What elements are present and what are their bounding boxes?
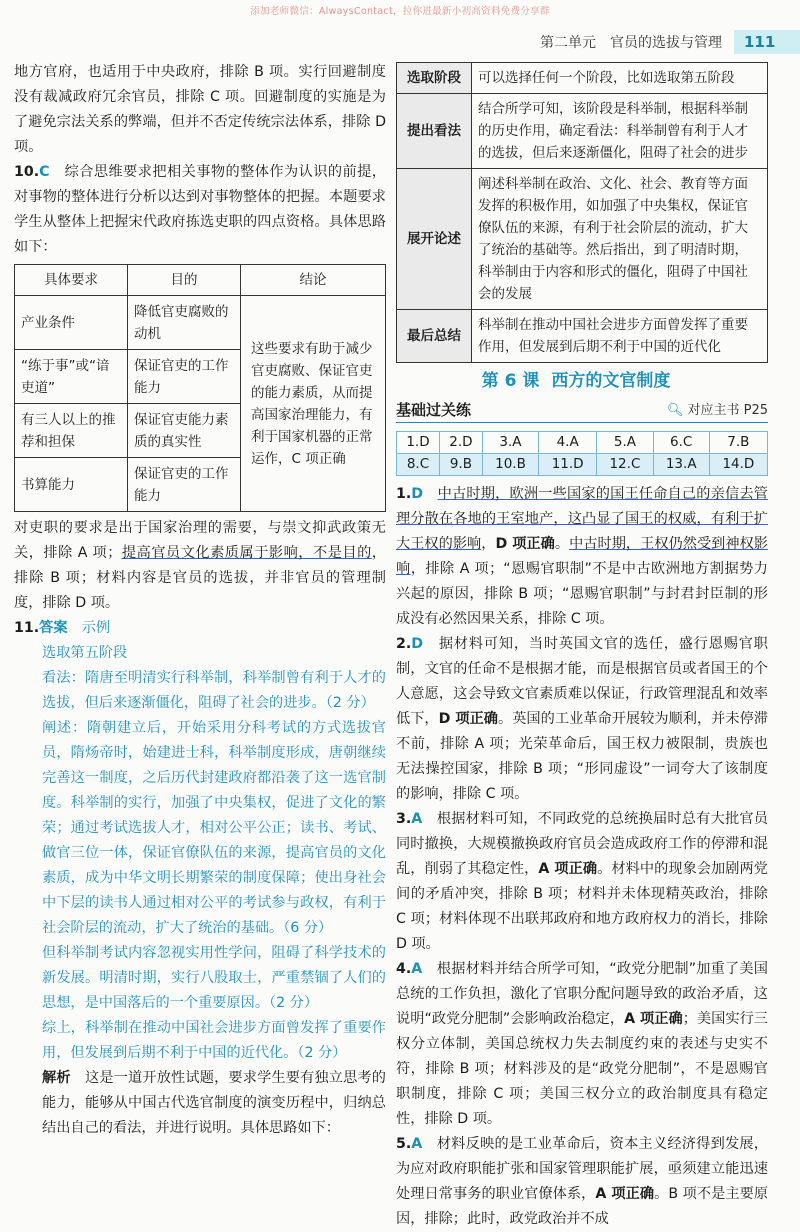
section-header (396, 398, 768, 423)
paragraph (14, 516, 386, 616)
answer-letter: D (411, 636, 424, 652)
grid-cell: 3.A (482, 432, 538, 454)
answer-label: 答案 (39, 620, 68, 636)
answer-5 (396, 1132, 768, 1232)
table-cell: 这些要求有助于减少官吏腐败、保证官吏的能力素质，从而提高国家治理能力，有利于国家机器的正常运作，C 项正确 (241, 296, 386, 512)
answer-summary: 综上，科举制在推动中国社会进步方面曾发挥了重要作用，但发展到后期不利于中国的近代化。（2 分） (42, 1020, 386, 1061)
left-column (14, 60, 386, 1141)
text-run: ；美国实行三权分立体制，美国总统权力失去制度约束的表述与史实不符，排除 B 项；材料涉及的是“政党分肥制”，不是恩赐官职制度，排除 C 项；美国三权分立的政治制度具有稳定性，排除 D 项。 (396, 1011, 768, 1127)
question-number: 11. (14, 620, 40, 636)
table-cell: 降低官吏腐败的动机 (128, 296, 241, 350)
bold-text: A 项正确 (538, 861, 598, 877)
table-key: 选取阶段 (397, 63, 472, 94)
text-run: ，排除 A 项；“恩赐官职制”不是中古欧洲地方割据势力兴起的原因，排除 B 项；“恩赐官职制”与封君封臣制的形成没有必然因果关系，排除 C 项。 (396, 561, 768, 627)
table-cell: 科举制在推动中国社会进步方面曾发挥了重要作用，但发展到后期不利于中国的近代化 (472, 310, 768, 363)
answer-number: 4. (396, 961, 412, 977)
table-cell: 阐述科举制在政治、文化、社会、教育等方面发挥的积极作用，如加强了中央集权，保证官僚队伍的来源，有利于社会阶层的流动，扩大了统治的基础等。然后指出，到了明清时期，科举制由于内容和形式的僵化，阻碍了中国社会的发展 (472, 169, 768, 310)
text-run: 根据材料可知，不同政党的总统换届时总有大批官员同时撤换，大规模撤换政府官员会造成政府工作的停滞和混乱，削弱了其稳定性， (396, 811, 768, 877)
grid-cell: 9.B (439, 454, 482, 476)
grid-cell: 5.A (597, 432, 653, 454)
grid-cell: 13.A (653, 454, 709, 476)
table-key: 最后总结 (397, 310, 472, 363)
reference (667, 398, 768, 423)
table-key: 展开论述 (397, 169, 472, 310)
text-run: 据材料可知，当时英国文官的选任，盛行恩赐官职制，文官的任命不是根据才能，而是根据官员或者国王的个人意愿，这会导致文官素质难以保证，行政管理混乱和效率低下， (396, 636, 768, 727)
answer-elaboration: 阐述：隋朝建立后，开始采用分科考试的方式选拔官员，隋炀帝时，始建进士科，科举制度形成，唐朝继续完善这一制度，之后历代封建政府都沿袭了这一选官制度。科举制的实行，加强了中央集权，促进了文化的繁荣；通过考试选拔人才，相对公平公正；读书、考试、做官三位一体，保证官僚队伍的来源，提高官员的文化素质，成为中华文明长期繁荣的制度保障；使出身社会中下层的读书人通过相对公平的考试参与政权，有利于社会阶层的流动，扩大了统治的基础。（6 分） (42, 720, 386, 936)
table-cell: “练于事”或“谙吏道” (15, 350, 128, 404)
answer-letter: A (411, 1136, 423, 1152)
answer-letter: D (411, 486, 424, 502)
table-header: 具体要求 (15, 265, 128, 296)
approach-table (396, 62, 768, 363)
answer-number: 3. (396, 811, 412, 827)
grid-cell: 10.B (482, 454, 538, 476)
table-cell: 结合所学可知，该阶段是科举制，根据科举制的历史作用，确定看法：科举制曾有利于人才的选拔，但后来逐渐僵化，阻碍了社会的进步 (472, 94, 768, 169)
text-run: 对吏职的要求是出于国家治理的需要，与崇文抑武政策无关，排除 A 项； (14, 520, 386, 561)
lesson-name: 西方的文官制度 (551, 371, 671, 391)
unit-title: 第二单元 官员的选拔与管理 (540, 35, 722, 51)
text-run: 。B 项不是主要原因，排除；此时，政党政治并不成 (396, 1186, 769, 1227)
table-header: 结论 (241, 265, 386, 296)
answer-number: 2. (396, 636, 412, 652)
text-run: ，排除 B 项；材料内容是官员的选拔，并非官员的管理制度，排除 D 项。 (14, 545, 386, 611)
answer-view: 看法：隋唐至明清实行科举制，科举制曾有利于人才的选拔，但后来逐渐僵化，阻碍了社会的进步。（2 分） (42, 670, 386, 711)
search-icon: 🔍︎ (666, 403, 684, 418)
section-title: 基础过关练 (396, 401, 472, 419)
table-key: 提出看法 (397, 94, 472, 169)
answer-4 (396, 957, 768, 1132)
text-run: 根据材料并结合所学可知，“政党分肥制”加重了美国总统的工作负担，激化了官职分配问题导致的政治矛盾，这说明“政党分肥制”会影响政治稳定， (396, 961, 768, 1027)
text-run: ， (481, 536, 496, 552)
answer-letter: A (411, 961, 423, 977)
table-cell: 保证官吏能力素质的真实性 (128, 404, 241, 458)
text-run: 。 (554, 536, 570, 552)
underlined-text: 中古时期，王权仍然受到神权影响 (396, 536, 768, 577)
text-run: 。英国的工业革命开展较为顺利，并未停滞不前，排除 A 项；光荣革命后，国王权力被限制，贵族也无法操控国家，排除 B 项；“形同虚设”一词夸大了该制度的影响，排除 C 项。 (396, 711, 768, 802)
analysis-label: 解析 (42, 1070, 71, 1086)
answer-body (14, 641, 386, 1066)
table-cell: 有三人以上的推荐和担保 (15, 404, 128, 458)
grid-cell: 1.D (397, 432, 440, 454)
grid-cell: 8.C (397, 454, 440, 476)
bold-text: A 项正确 (624, 1011, 683, 1027)
grid-cell: 4.A (539, 432, 597, 454)
table-cell: 产业条件 (15, 296, 128, 350)
right-column (396, 62, 768, 1232)
question-number: 10. (14, 164, 40, 180)
answer-elaboration-2: 但科举制考试内容忽视实用性学问，阻碍了科学技术的新发展。明清时期，实行八股取士，严重禁锢了人们的思想，是中国落后的一个重要原因。（2 分） (42, 945, 386, 1011)
answer-number: 5. (396, 1136, 412, 1152)
underlined-text: 提高官员文化素质属于影响，不是目的 (121, 545, 372, 561)
table-cell: 保证官吏的工作能力 (128, 458, 241, 512)
text-run: 。材料中的现象会加剧两党间的矛盾冲突，排除 B 项；材料并未体现精英政治，排除 C 项；材料体现不出联邦政府和地方政府权力的消长，排除 D 项。 (396, 861, 768, 952)
answer-letter: A (411, 811, 423, 827)
bold-text: D 项正确 (438, 711, 499, 727)
lesson-title (396, 369, 768, 394)
requirements-table (14, 264, 386, 512)
example-label: 示例 (81, 620, 111, 636)
answer-grid (396, 431, 768, 476)
bold-text: A 项正确 (595, 1186, 655, 1202)
table-header: 目的 (128, 265, 241, 296)
watermark: 添加老师微信：AlwaysContact，拉你进最新小初高资料免费分享群 (250, 6, 550, 17)
underlined-text: 中古时期，欧洲一些国家的国王任命自己的亲信去管理分散在各地的王室地产，这凸显了国王的权威，有利于扩大王权的影响 (396, 486, 768, 552)
analysis-text: 这是一道开放性试题，要求学生要有独立思考的能力，能够从中国古代选官制度的演变历程中，归纳总结出自己的看法，并进行说明。具体思路如下： (42, 1070, 386, 1136)
table-cell: 可以选择任何一个阶段，比如选取第五阶段 (472, 63, 768, 94)
answer-3 (396, 807, 768, 957)
page-number: 111 (734, 30, 800, 54)
grid-cell: 2.D (439, 432, 482, 454)
answer-2 (396, 632, 768, 807)
analysis (14, 1066, 386, 1141)
lesson-number: 第 6 课 (481, 371, 540, 391)
reference-text: 对应主书 P25 (687, 403, 768, 418)
question-text: 综合思维要求把相关事物的整体作为认识的前提，对事物的整体进行分析以达到对事物整体的把握。本题要求学生从整体上把握宋代政府拣选吏职的四点资格。具体思路如下： (14, 164, 386, 255)
grid-cell: 12.C (597, 454, 653, 476)
answer-1 (396, 482, 768, 632)
text-run: 材料反映的是工业革命后，资本主义经济得到发展，为应对政府职能扩张和国家管理职能扩展，亟须建立能迅速处理日常事务的职业官僚体系， (396, 1136, 768, 1202)
table-cell: 书算能力 (15, 458, 128, 512)
grid-cell: 11.D (539, 454, 597, 476)
answer-number: 1. (396, 486, 412, 502)
table-cell: 保证官吏的工作能力 (128, 350, 241, 404)
answer-letter: C (39, 164, 50, 180)
grid-cell: 7.B (709, 432, 767, 454)
grid-cell: 6.C (653, 432, 709, 454)
grid-cell: 14.D (709, 454, 767, 476)
answer-stage: 选取第五阶段 (42, 645, 128, 661)
question-10 (14, 160, 386, 260)
question-11 (14, 616, 386, 641)
bold-text: D 项正确 (495, 536, 555, 552)
paragraph: 地方官府，也适用于中央政府，排除 B 项。实行回避制度没有裁减政府冗余官员，排除 C 项。回避制度的实施是为了避免宗法关系的弊端，但并不否定传统宗法体系，排除 D 项。 (14, 64, 386, 155)
page-header (500, 30, 800, 54)
